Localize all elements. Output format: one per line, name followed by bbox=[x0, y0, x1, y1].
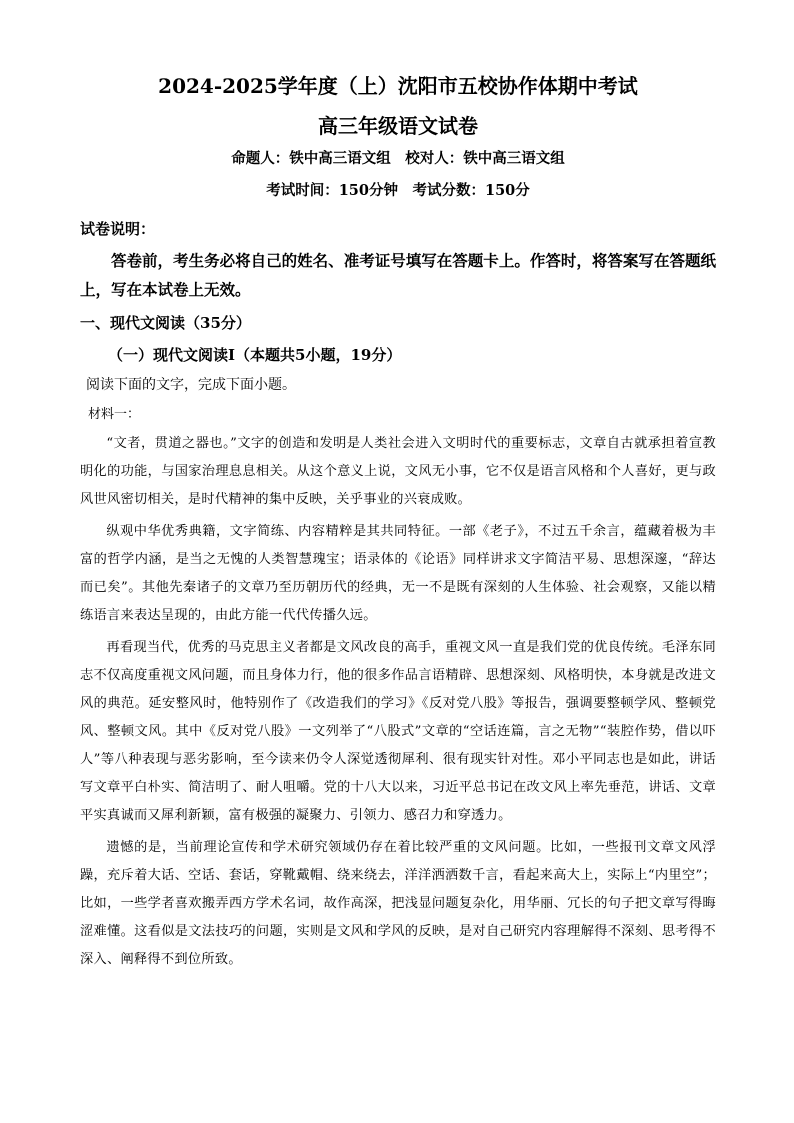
instructions-text: 答卷前，考生务必将自己的姓名、准考证号填写在答题卡上。作答时，将答案写在答题纸上，写在本试卷上无效。 bbox=[80, 251, 716, 299]
exam-title: 2024-2025学年度（上）沈阳市五校协作体期中考试 bbox=[158, 74, 638, 98]
material-label: 材料一： bbox=[88, 407, 141, 422]
material-paragraph: 纵观中华优秀典籍，文字简练、内容精粹是其共同特征。一部《老子》，不过五千余言，蕴藏着极为丰富的哲学内涵，是当之无愧的人类智慧瑰宝；语录体的《论语》同样讲求文字简洁平易、思想深邃，“辞达而已矣”。其他先秦诸子的文章乃至历朝历代的经典，无一不是既有深刻的人生体验、社会观察，又能以精练语言来表达呈现的，由此方能一代代传播久远。 bbox=[80, 524, 716, 623]
material-paragraph: “文者，贯道之器也。”文字的创造和发明是人类社会进入文明时代的重要标志，文章自古就承担着宣教明化的功能，与国家治理息息相关。从这个意义上说，文风无小事，它不仅是语言风格和个人喜好，更与政风世风密切相关，是时代精神的集中反映，关乎事业的兴衰成败。 bbox=[80, 436, 716, 507]
exam-authors: 命题人：铁中高三语文组 校对人：铁中高三语文组 bbox=[231, 150, 565, 167]
exam-subtitle: 高三年级语文试卷 bbox=[318, 114, 478, 138]
section-heading: 一、现代文阅读（35分） bbox=[80, 314, 251, 332]
subsection-heading: （一）现代文阅读Ⅰ（本题共5小题，19分） bbox=[108, 346, 402, 364]
material-paragraph: 再看现当代，优秀的马克思主义者都是文风改良的高手，重视文风一直是我们党的优良传统。毛泽东同志不仅高度重视文风问题，而且身体力行，他的很多作品言语精辟、思想深刻、风格明快，本身就是改进文风的典范。延安整风时，他特别作了《改造我们的学习》《反对党八股》等报告，强调要整顿学风、整顿党风、整顿文风。其中《反对党八股》一文列举了“八股式”文章的“空话连篇，言之无物”“装腔作势，借以吓人”等八种表现与恶劣影响，至今读来仍令人深觉透彻犀利、很有现实针对性。邓小平同志也是如此，讲话写文章平白朴实、简洁明了、耐人咀嚼。党的十八大以来，习近平总书记在改文风上率先垂范，讲话、文章平实真诚而又犀利新颖，富有极强的凝聚力、引领力、感召力和穿透力。 bbox=[80, 640, 716, 823]
instructions-label: 试卷说明： bbox=[80, 220, 156, 238]
reading-directive: 阅读下面的文字，完成下面小题。 bbox=[86, 377, 296, 393]
material-paragraph: 遗憾的是，当前理论宣传和学术研究领域仍存在着比较严重的文风问题。比如，一些报刊文章文风浮躁，充斥着大话、空话、套话，穿靴戴帽、绕来绕去，洋洋洒洒数千言，看起来高大上，实际上“内里空”；比如，一些学者喜欢搬弄西方学术名词，故作高深，把浅显问题复杂化，用华丽、冗长的句子把文章写得晦涩难懂。这看似是文法技巧的问题，实则是文风和学风的反映，是对自己研究内容理解得不深刻、思考得不深入、阐释得不到位所致。 bbox=[80, 840, 716, 967]
exam-info: 考试时间：150分钟 考试分数：150分 bbox=[266, 182, 530, 199]
